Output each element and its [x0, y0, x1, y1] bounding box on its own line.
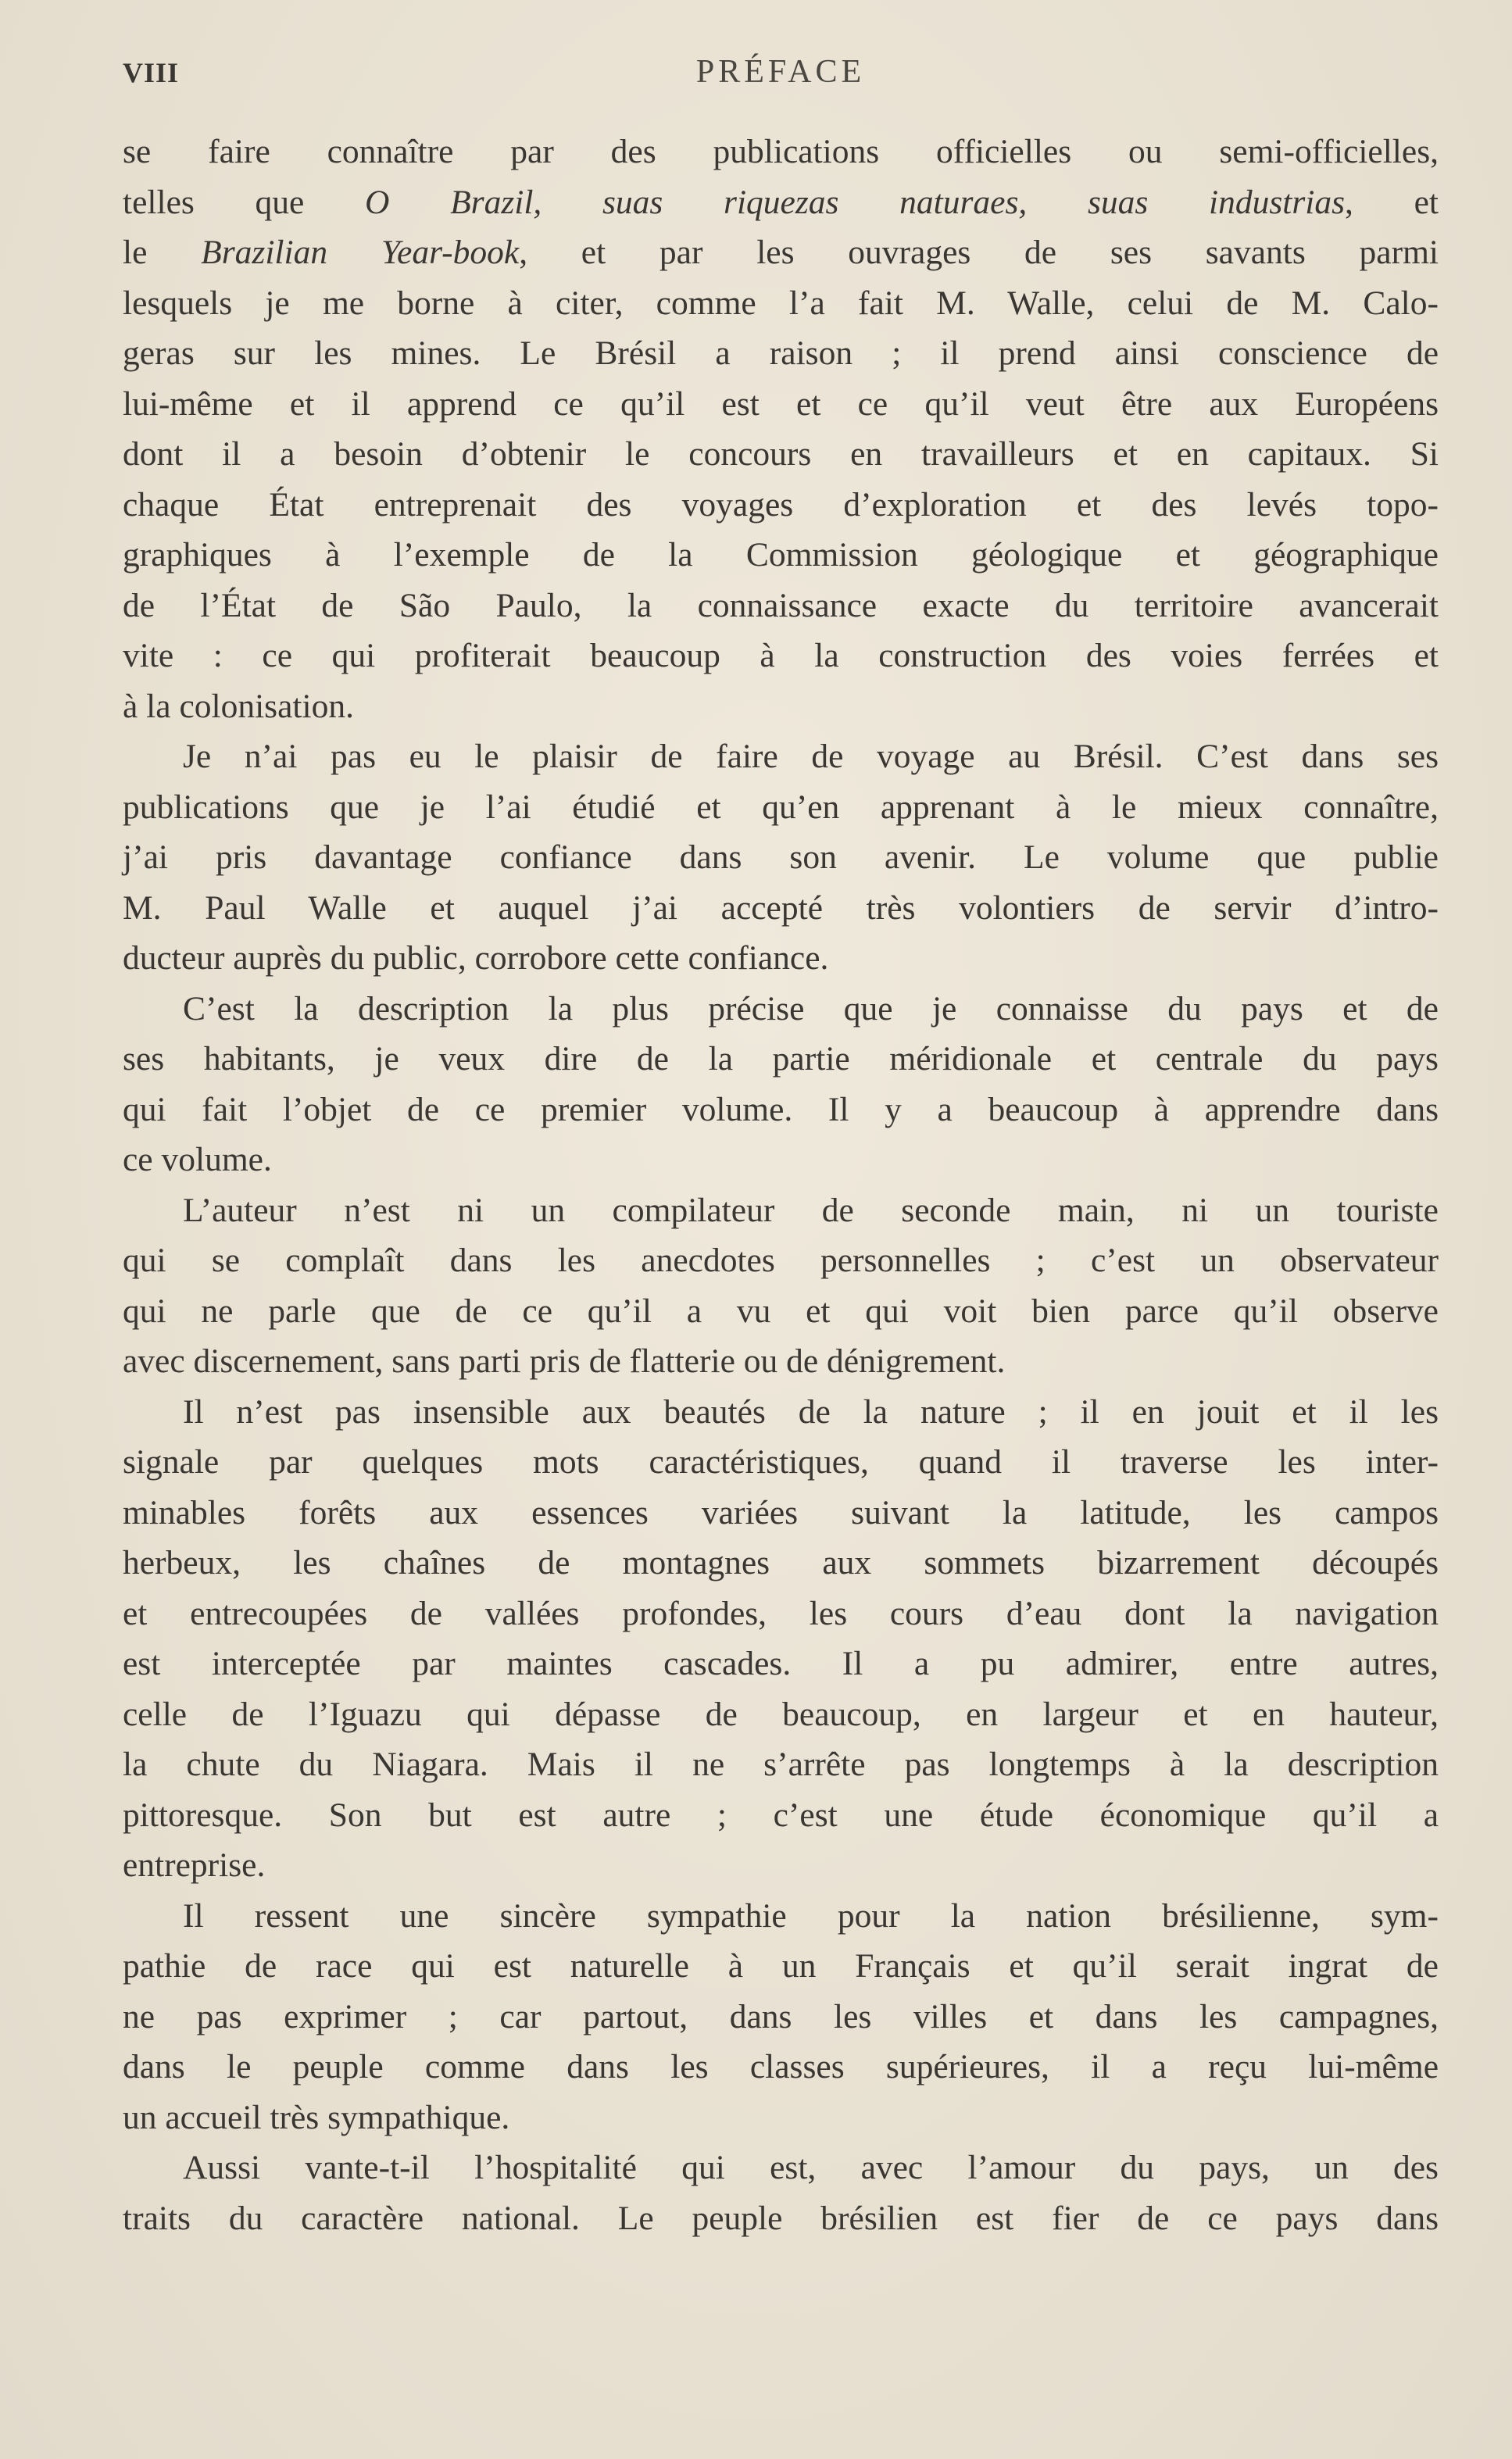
- text-line: lui-même et il apprend ce qu’il est et ce qu’il veut être aux Européens: [123, 384, 1439, 423]
- text-line: pittoresque. Son but est autre ; c’est une étude économique qu’il a: [123, 1796, 1439, 1834]
- text-line: dans le peuple comme dans les classes supérieures, il a reçu lui-même: [123, 2048, 1439, 2086]
- text-line: ses habitants, je veux dire de la partie méridionale et centrale du pays: [123, 1040, 1439, 1078]
- text-line: graphiques à l’exemple de la Commission géologique et géographique: [123, 536, 1439, 574]
- italic-title: Brazilian Year-book: [201, 234, 520, 271]
- text-line: lesquels je me borne à citer, comme l’a fait M. Walle, celui de M. Calo-: [123, 284, 1439, 322]
- text-line: qui ne parle que de ce qu’il a vu et qui voit bien parce qu’il observe: [123, 1292, 1439, 1330]
- text-line: vite : ce qui profiterait beaucoup à la construction des voies ferrées et: [123, 637, 1439, 674]
- text-line: publications que je l’ai étudié et qu’en apprenant à le mieux connaître,: [123, 788, 1439, 826]
- text-line: qui se complaît dans les anecdotes personnelles ; c’est un observateur: [123, 1242, 1439, 1279]
- paragraph-start: Il n’est pas insensible aux beautés de la nature ; il en jouit et il les: [183, 1392, 1439, 1431]
- page-number: VIII: [123, 57, 180, 88]
- text-line: ce volume.: [123, 1141, 272, 1178]
- text-line: est interceptée par maintes cascades. Il a pu admirer, entre autres,: [123, 1645, 1439, 1682]
- text-line: j’ai pris davantage confiance dans son avenir. Le volume que publie: [123, 838, 1439, 876]
- text-line: signale par quelques mots caractéristiques, quand il traverse les inter-: [123, 1443, 1439, 1481]
- text-line: herbeux, les chaînes de montagnes aux sommets bizarrement découpés: [123, 1544, 1439, 1582]
- page-header: [123, 53, 1439, 100]
- paragraph-start: C’est la description la plus précise que je connaisse du pays et de: [183, 989, 1439, 1028]
- italic-title: O Brazil, suas riquezas naturaes, suas industrias: [364, 183, 1346, 221]
- text-line: ne pas exprimer ; car partout, dans les villes et dans les campagnes,: [123, 1997, 1439, 2035]
- body-text: [123, 127, 1439, 2243]
- paragraph-start: Je n’ai pas eu le plaisir de faire de voyage au Brésil. C’est dans ses: [183, 738, 1439, 775]
- paragraph-start: Aussi vante-t-il l’hospitalité qui est, avec l’amour du pays, un des: [183, 2149, 1439, 2186]
- text-line: de l’État de São Paulo, la connaissance exacte du territoire avancerait: [123, 586, 1439, 624]
- text-line: ducteur auprès du public, corrobore cette confiance.: [123, 939, 829, 977]
- text-line: la chute du Niagara. Mais il ne s’arrête pas longtemps à la description: [123, 1746, 1439, 1783]
- text-line: qui fait l’objet de ce premier volume. Il y a beaucoup à apprendre dans: [123, 1090, 1439, 1128]
- text-line: le Brazilian Year-book, et par les ouvrages de ses savants parmi: [123, 234, 1439, 271]
- text-line: geras sur les mines. Le Brésil a raison ; il prend ainsi conscience de: [123, 334, 1439, 372]
- text-line: et entrecoupées de vallées profondes, les cours d’eau dont la navigation: [123, 1594, 1439, 1632]
- text-line: se faire connaître par des publications officielles ou semi-officielles,: [123, 133, 1439, 170]
- text-line: dont il a besoin d’obtenir le concours en travailleurs et en capitaux. Si: [123, 435, 1439, 473]
- text-line: traits du caractère national. Le peuple brésilien est fier de ce pays dans: [123, 2199, 1439, 2237]
- text-line: à la colonisation.: [123, 687, 354, 725]
- text-line: avec discernement, sans parti pris de flatterie ou de dénigrement.: [123, 1342, 1006, 1380]
- text-line: celle de l’Iguazu qui dépasse de beaucoup, en largeur et en hauteur,: [123, 1695, 1439, 1733]
- text-line: chaque État entreprenait des voyages d’exploration et des levés topo-: [123, 485, 1439, 524]
- running-title: PRÉFACE: [695, 54, 866, 90]
- text-line: M. Paul Walle et auquel j’ai accepté très volontiers de servir d’intro-: [123, 888, 1439, 927]
- text-line: pathie de race qui est naturelle à un Français et qu’il serait ingrat de: [123, 1947, 1439, 1985]
- text-line: telles que O Brazil, suas riquezas naturaes, suas industrias, et: [123, 183, 1439, 221]
- text-line: entreprise.: [123, 1846, 266, 1884]
- text-line: un accueil très sympathique.: [123, 2098, 510, 2136]
- paragraph-start: L’auteur n’est ni un compilateur de seconde main, ni un touriste: [183, 1191, 1439, 1229]
- paragraph-start: Il ressent une sincère sympathie pour la nation brésilienne, sym-: [183, 1896, 1439, 1935]
- text-line: minables forêts aux essences variées suivant la latitude, les campos: [123, 1493, 1439, 1532]
